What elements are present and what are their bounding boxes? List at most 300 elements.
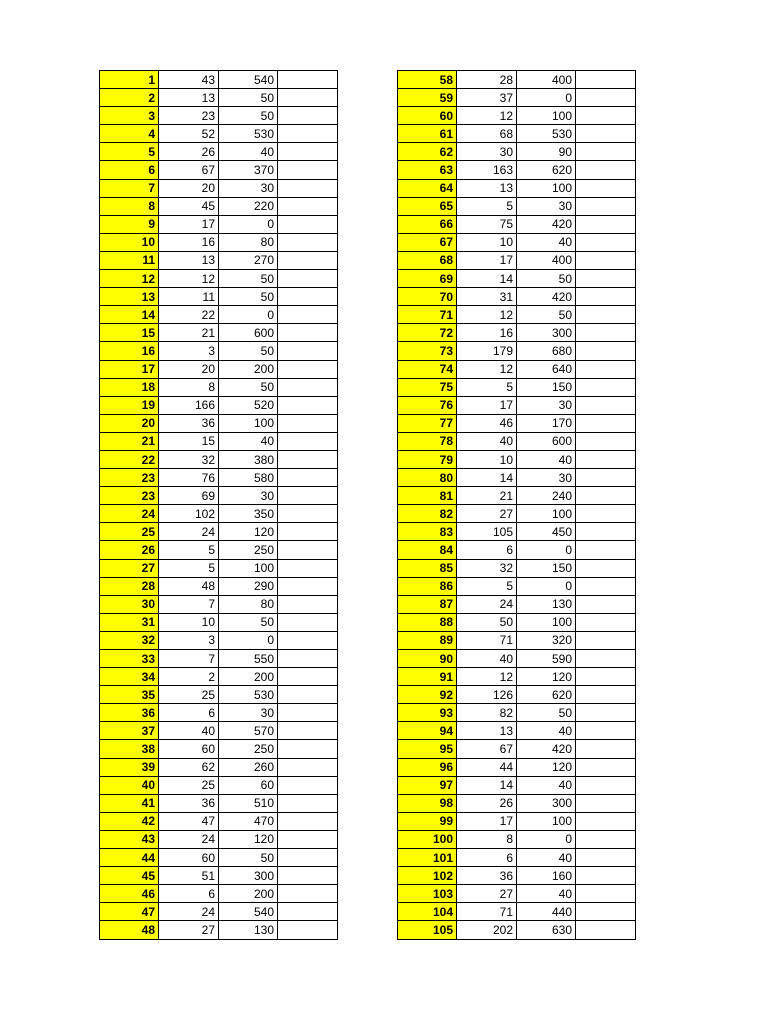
table-row [398,740,636,758]
value-a-cell: 11 [159,288,219,306]
empty-cell [576,143,636,161]
value-a-cell: 48 [159,577,219,595]
row-id-cell: 63 [398,161,457,179]
value-b-cell: 50 [219,89,278,107]
value-a-cell: 163 [457,161,517,179]
row-id-cell: 68 [398,251,457,269]
value-a-cell: 36 [159,414,219,432]
value-a-cell: 10 [159,613,219,631]
table-row [100,559,338,577]
row-id-cell: 48 [100,921,159,939]
row-id-cell: 20 [100,414,159,432]
value-a-cell: 7 [159,650,219,668]
table-row [100,686,338,704]
value-b-cell: 100 [219,559,278,577]
value-a-cell: 60 [159,849,219,867]
value-b-cell: 30 [219,704,278,722]
row-id-cell: 87 [398,595,457,613]
value-b-cell: 380 [219,450,278,468]
row-id-cell: 102 [398,867,457,885]
value-b-cell: 50 [219,613,278,631]
empty-cell [278,631,338,649]
table-row [398,215,636,233]
empty-cell [576,414,636,432]
value-b-cell: 400 [517,251,576,269]
row-id-cell: 5 [100,143,159,161]
value-a-cell: 26 [457,794,517,812]
value-b-cell: 100 [517,613,576,631]
row-id-cell: 75 [398,378,457,396]
empty-cell [576,631,636,649]
row-id-cell: 96 [398,758,457,776]
value-b-cell: 50 [517,270,576,288]
table-row [398,251,636,269]
table-row [398,432,636,450]
table-row [100,143,338,161]
value-a-cell: 15 [159,432,219,450]
table-row [398,487,636,505]
value-a-cell: 82 [457,704,517,722]
row-id-cell: 105 [398,921,457,939]
row-id-cell: 47 [100,903,159,921]
value-a-cell: 2 [159,668,219,686]
value-b-cell: 200 [219,885,278,903]
empty-cell [278,432,338,450]
table-row [398,89,636,107]
row-id-cell: 40 [100,776,159,794]
value-b-cell: 530 [517,125,576,143]
table-row [100,577,338,595]
empty-cell [576,251,636,269]
value-a-cell: 202 [457,921,517,939]
row-id-cell: 12 [100,270,159,288]
value-b-cell: 220 [219,197,278,215]
empty-cell [576,577,636,595]
value-b-cell: 40 [517,233,576,251]
row-id-cell: 69 [398,270,457,288]
empty-cell [576,107,636,125]
empty-cell [576,921,636,939]
table-row [100,179,338,197]
value-a-cell: 105 [457,523,517,541]
empty-cell [278,89,338,107]
value-a-cell: 24 [159,830,219,848]
value-b-cell: 240 [517,487,576,505]
table-row [398,867,636,885]
value-b-cell: 170 [517,414,576,432]
table-row [100,921,338,939]
empty-cell [576,776,636,794]
value-a-cell: 5 [457,378,517,396]
table-row [398,668,636,686]
value-b-cell: 580 [219,469,278,487]
table-row [398,342,636,360]
value-b-cell: 50 [219,378,278,396]
value-a-cell: 13 [457,722,517,740]
value-a-cell: 31 [457,288,517,306]
empty-cell [576,559,636,577]
value-b-cell: 100 [517,505,576,523]
table-row [100,794,338,812]
empty-cell [278,450,338,468]
value-b-cell: 370 [219,161,278,179]
value-b-cell: 530 [219,686,278,704]
empty-cell [576,306,636,324]
value-b-cell: 550 [219,650,278,668]
value-b-cell: 0 [517,89,576,107]
value-b-cell: 120 [517,758,576,776]
row-id-cell: 74 [398,360,457,378]
value-a-cell: 44 [457,758,517,776]
value-b-cell: 260 [219,758,278,776]
value-a-cell: 27 [457,505,517,523]
table-row [100,360,338,378]
table-row [398,71,636,89]
table-row [398,921,636,939]
row-id-cell: 45 [100,867,159,885]
row-id-cell: 83 [398,523,457,541]
table-row [398,143,636,161]
empty-cell [576,342,636,360]
value-b-cell: 640 [517,360,576,378]
value-b-cell: 0 [517,830,576,848]
empty-cell [278,559,338,577]
table-row [100,631,338,649]
value-a-cell: 16 [159,233,219,251]
empty-cell [576,432,636,450]
value-a-cell: 8 [457,830,517,848]
value-b-cell: 40 [517,885,576,903]
table-row [100,233,338,251]
empty-cell [278,378,338,396]
empty-cell [278,215,338,233]
value-a-cell: 20 [159,179,219,197]
value-a-cell: 16 [457,324,517,342]
left-table-body [100,71,338,940]
table-row [398,233,636,251]
empty-cell [576,396,636,414]
table-row [100,378,338,396]
empty-cell [278,668,338,686]
table-row [100,650,338,668]
table-row [398,758,636,776]
row-id-cell: 93 [398,704,457,722]
value-a-cell: 13 [159,89,219,107]
empty-cell [576,903,636,921]
table-row [100,613,338,631]
row-id-cell: 59 [398,89,457,107]
table-row [398,830,636,848]
table-row [100,668,338,686]
value-a-cell: 12 [457,107,517,125]
value-b-cell: 50 [219,288,278,306]
table-row [398,396,636,414]
table-row [100,161,338,179]
value-a-cell: 67 [457,740,517,758]
value-a-cell: 28 [457,71,517,89]
empty-cell [278,143,338,161]
table-row [100,849,338,867]
value-b-cell: 120 [517,668,576,686]
row-id-cell: 8 [100,197,159,215]
empty-cell [278,306,338,324]
empty-cell [576,704,636,722]
value-a-cell: 17 [457,396,517,414]
table-row [398,270,636,288]
row-id-cell: 13 [100,288,159,306]
value-b-cell: 320 [517,631,576,649]
table-row [398,704,636,722]
row-id-cell: 101 [398,849,457,867]
empty-cell [278,885,338,903]
row-id-cell: 64 [398,179,457,197]
table-row [100,197,338,215]
row-id-cell: 94 [398,722,457,740]
value-a-cell: 76 [159,469,219,487]
row-id-cell: 76 [398,396,457,414]
value-a-cell: 12 [457,668,517,686]
table-row [398,541,636,559]
table-row [100,342,338,360]
table-row [398,776,636,794]
table-row [398,686,636,704]
empty-cell [278,758,338,776]
empty-cell [576,179,636,197]
table-row [398,559,636,577]
table-row [100,830,338,848]
table-row [100,288,338,306]
value-a-cell: 24 [457,595,517,613]
value-b-cell: 50 [219,270,278,288]
value-b-cell: 0 [517,541,576,559]
right-table-body [398,71,636,940]
value-a-cell: 20 [159,360,219,378]
row-id-cell: 27 [100,559,159,577]
table-row [100,324,338,342]
row-id-cell: 34 [100,668,159,686]
row-id-cell: 22 [100,450,159,468]
empty-cell [278,251,338,269]
row-id-cell: 86 [398,577,457,595]
value-b-cell: 350 [219,505,278,523]
value-b-cell: 100 [517,812,576,830]
value-b-cell: 250 [219,740,278,758]
value-b-cell: 600 [219,324,278,342]
empty-cell [278,342,338,360]
row-id-cell: 28 [100,577,159,595]
value-a-cell: 12 [159,270,219,288]
value-b-cell: 40 [219,143,278,161]
value-b-cell: 50 [517,306,576,324]
row-id-cell: 4 [100,125,159,143]
empty-cell [278,197,338,215]
empty-cell [278,794,338,812]
table-row [100,251,338,269]
value-b-cell: 50 [517,704,576,722]
value-a-cell: 14 [457,469,517,487]
empty-cell [576,650,636,668]
table-row [100,71,338,89]
row-id-cell: 44 [100,849,159,867]
value-b-cell: 420 [517,740,576,758]
value-a-cell: 3 [159,631,219,649]
value-b-cell: 680 [517,342,576,360]
value-a-cell: 46 [457,414,517,432]
empty-cell [576,722,636,740]
value-b-cell: 0 [219,215,278,233]
table-row [398,650,636,668]
table-row [100,450,338,468]
table-row [398,595,636,613]
value-b-cell: 50 [219,342,278,360]
value-b-cell: 530 [219,125,278,143]
value-b-cell: 130 [517,595,576,613]
empty-cell [278,179,338,197]
table-row [100,414,338,432]
row-id-cell: 10 [100,233,159,251]
value-a-cell: 43 [159,71,219,89]
empty-cell [576,885,636,903]
value-b-cell: 150 [517,378,576,396]
value-b-cell: 620 [517,161,576,179]
value-b-cell: 420 [517,288,576,306]
empty-cell [278,849,338,867]
right-data-table [397,70,636,940]
row-id-cell: 90 [398,650,457,668]
table-row [100,505,338,523]
value-a-cell: 166 [159,396,219,414]
empty-cell [576,523,636,541]
empty-cell [576,668,636,686]
value-a-cell: 7 [159,595,219,613]
value-b-cell: 300 [517,324,576,342]
row-id-cell: 73 [398,342,457,360]
empty-cell [278,867,338,885]
table-row [398,794,636,812]
row-id-cell: 16 [100,342,159,360]
table-row [100,595,338,613]
value-a-cell: 75 [457,215,517,233]
value-a-cell: 5 [159,559,219,577]
value-a-cell: 102 [159,505,219,523]
table-row [398,631,636,649]
table-row [100,704,338,722]
value-b-cell: 30 [517,197,576,215]
value-b-cell: 570 [219,722,278,740]
value-b-cell: 50 [219,107,278,125]
table-row [398,812,636,830]
row-id-cell: 99 [398,812,457,830]
table-row [398,161,636,179]
row-id-cell: 95 [398,740,457,758]
value-a-cell: 67 [159,161,219,179]
value-b-cell: 160 [517,867,576,885]
empty-cell [278,414,338,432]
row-id-cell: 37 [100,722,159,740]
value-a-cell: 25 [159,776,219,794]
row-id-cell: 15 [100,324,159,342]
value-a-cell: 6 [159,704,219,722]
empty-cell [278,270,338,288]
table-row [100,469,338,487]
value-a-cell: 24 [159,903,219,921]
row-id-cell: 41 [100,794,159,812]
empty-cell [278,324,338,342]
table-row [100,903,338,921]
row-id-cell: 60 [398,107,457,125]
empty-cell [278,577,338,595]
value-a-cell: 25 [159,686,219,704]
value-b-cell: 40 [517,722,576,740]
table-row [100,740,338,758]
table-row [100,541,338,559]
empty-cell [278,921,338,939]
value-b-cell: 200 [219,360,278,378]
empty-cell [278,487,338,505]
value-b-cell: 100 [517,179,576,197]
empty-cell [576,541,636,559]
table-row [398,125,636,143]
table-row [100,722,338,740]
value-a-cell: 30 [457,143,517,161]
table-row [398,324,636,342]
value-b-cell: 400 [517,71,576,89]
value-b-cell: 540 [219,903,278,921]
value-a-cell: 17 [159,215,219,233]
value-b-cell: 120 [219,830,278,848]
table-row [100,523,338,541]
value-a-cell: 10 [457,233,517,251]
row-id-cell: 24 [100,505,159,523]
value-b-cell: 120 [219,523,278,541]
value-a-cell: 71 [457,903,517,921]
value-a-cell: 36 [159,794,219,812]
table-row [398,288,636,306]
empty-cell [278,469,338,487]
value-a-cell: 179 [457,342,517,360]
empty-cell [576,360,636,378]
empty-cell [278,903,338,921]
table-row [100,867,338,885]
row-id-cell: 82 [398,505,457,523]
left-data-table [99,70,338,940]
empty-cell [278,722,338,740]
value-a-cell: 62 [159,758,219,776]
value-b-cell: 30 [219,487,278,505]
value-a-cell: 60 [159,740,219,758]
row-id-cell: 30 [100,595,159,613]
empty-cell [278,71,338,89]
table-row [398,197,636,215]
value-b-cell: 0 [219,306,278,324]
row-id-cell: 19 [100,396,159,414]
row-id-cell: 23 [100,487,159,505]
value-a-cell: 6 [159,885,219,903]
value-a-cell: 32 [159,450,219,468]
table-row [100,107,338,125]
row-id-cell: 39 [100,758,159,776]
value-a-cell: 51 [159,867,219,885]
value-b-cell: 630 [517,921,576,939]
row-id-cell: 11 [100,251,159,269]
row-id-cell: 42 [100,812,159,830]
value-b-cell: 270 [219,251,278,269]
value-a-cell: 27 [457,885,517,903]
table-row [398,306,636,324]
row-id-cell: 14 [100,306,159,324]
empty-cell [278,541,338,559]
value-a-cell: 126 [457,686,517,704]
